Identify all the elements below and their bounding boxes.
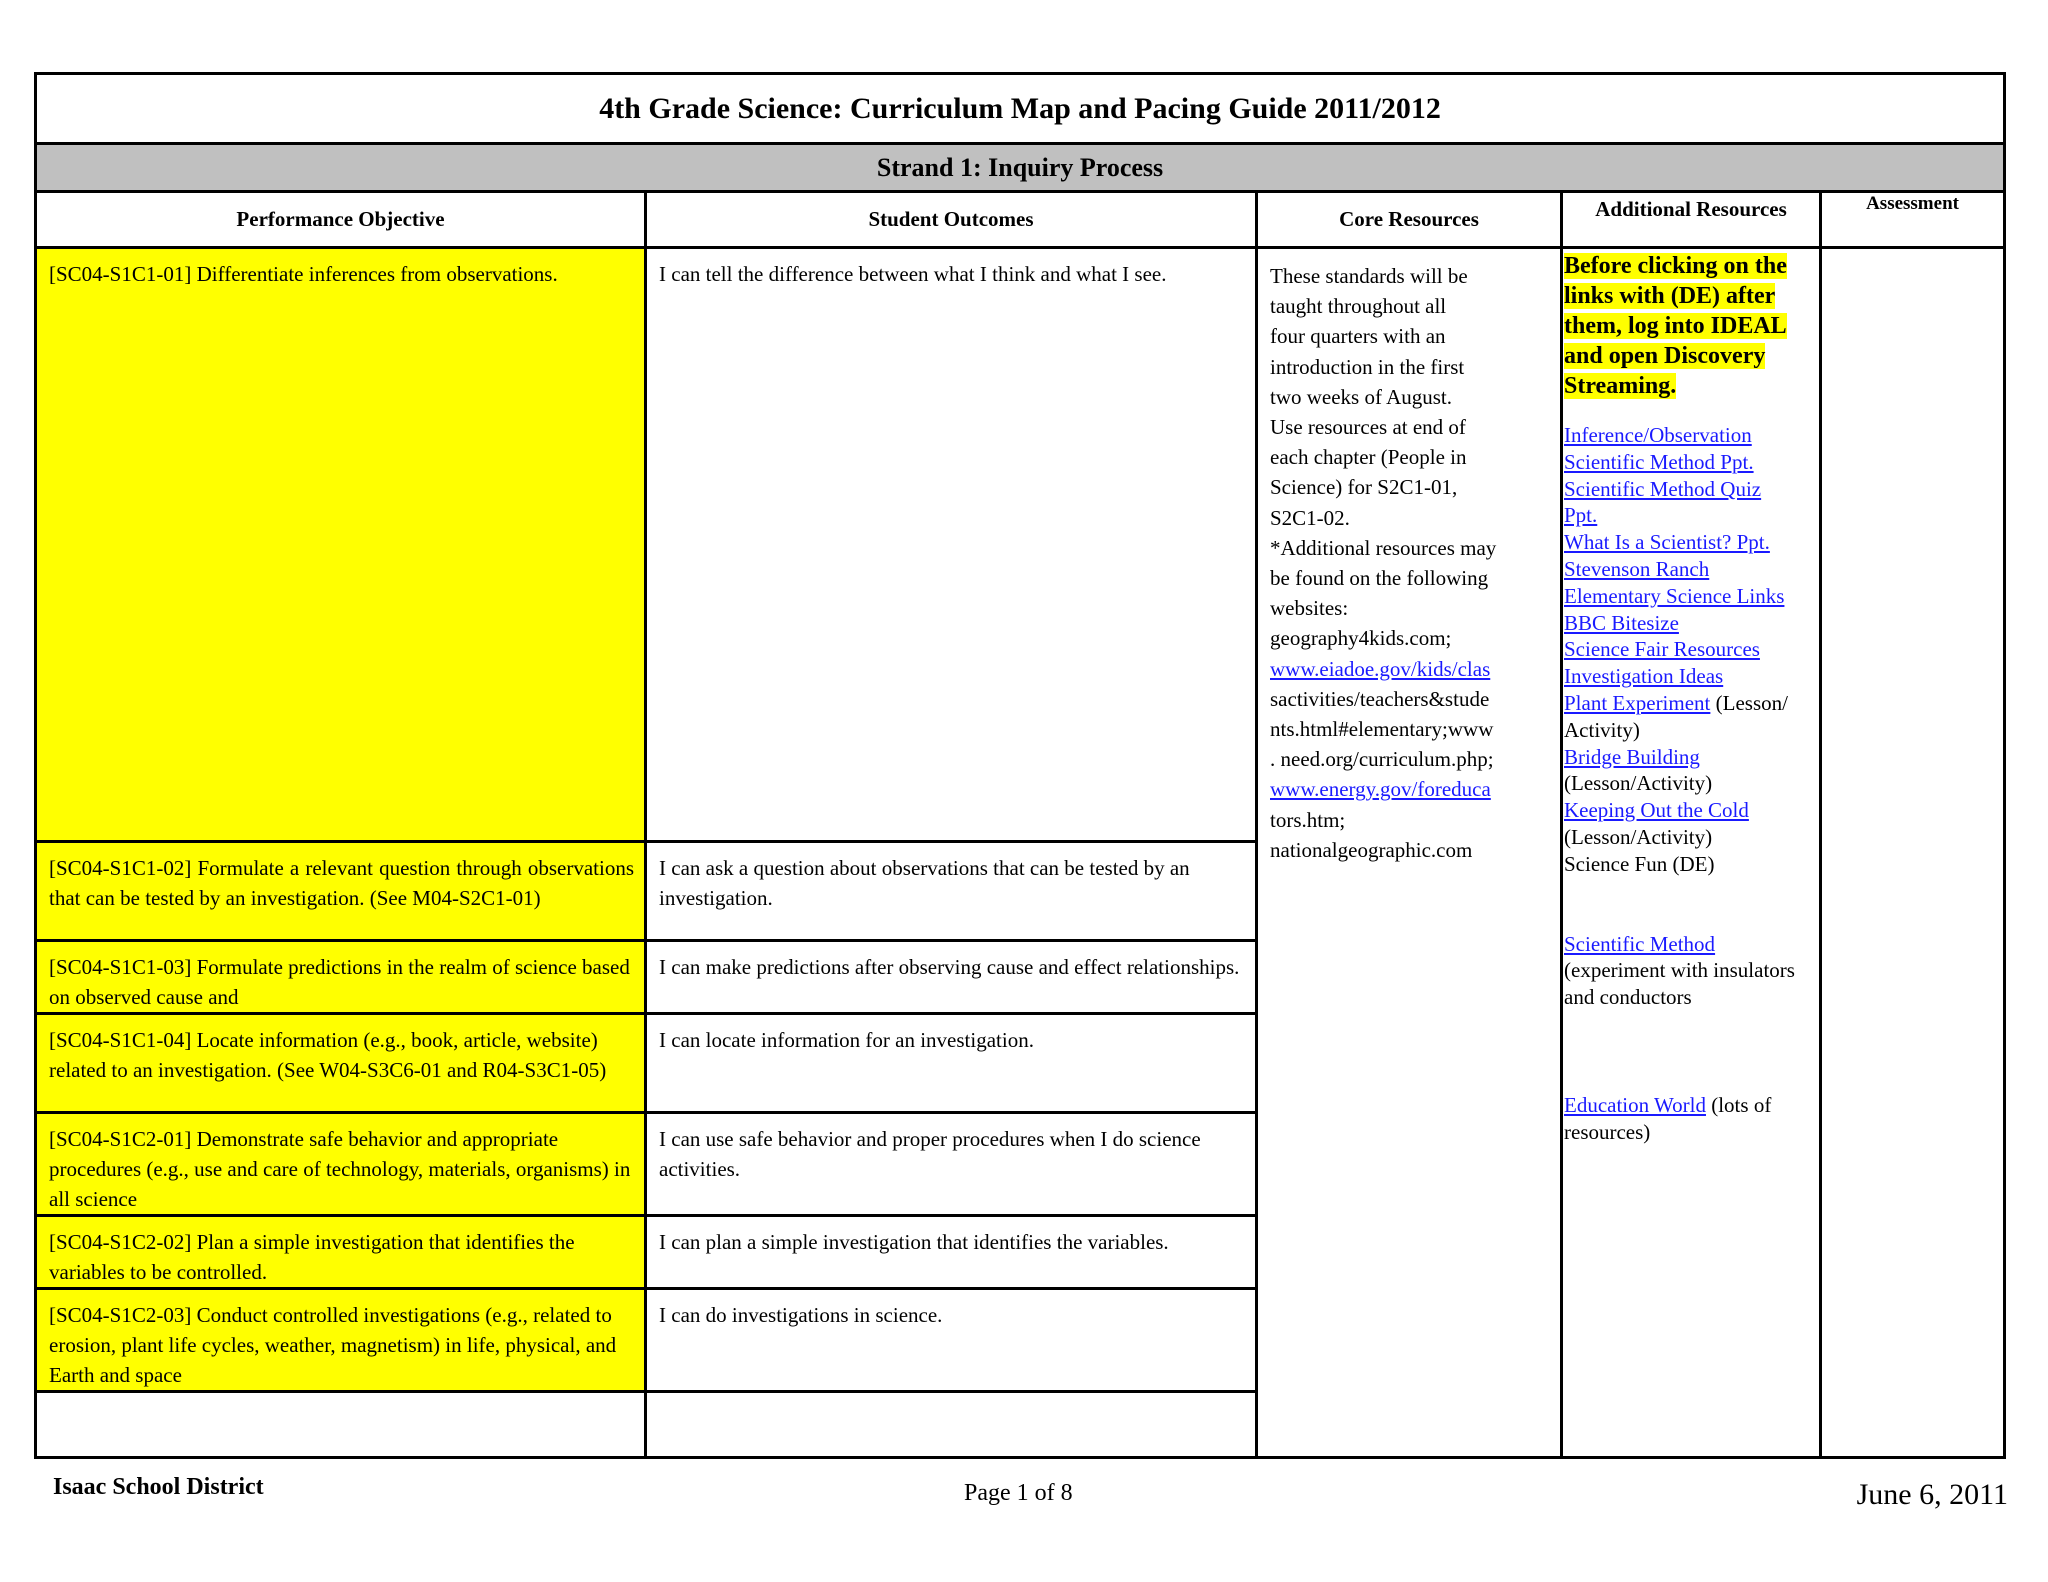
what-is-a-scientist-link[interactable]: What Is a Scientist? Ppt. (1564, 530, 1770, 555)
outcome-cell: I can locate information for an investigation. (646, 1014, 1257, 1113)
elementary-science-links-link[interactable]: Elementary Science Links (1564, 583, 1785, 608)
header-performance-objective: Performance Objective (36, 192, 646, 248)
scientific-method-link[interactable]: Scientific Method (1564, 931, 1716, 956)
inference-observation-link[interactable]: Inference/Observation (1564, 423, 1752, 447)
keeping-out-the-cold-type: (Lesson/Activity) (1564, 824, 1713, 849)
curriculum-table (34, 72, 2006, 1459)
education-world-cont: resources) (1564, 1119, 1651, 1144)
objective-cell: [SC04-S1C2-01] Demonstrate safe behavior and appropriate procedures (e.g., use and care of technology, materials, organisms) in all science (36, 1113, 646, 1216)
science-fair-resources-link[interactable]: Science Fair Resources (1564, 637, 1760, 662)
core-line: Science) for S2C1-01, (1270, 475, 1458, 500)
core-line: These standards will be (1270, 264, 1468, 288)
core-resources-text (1270, 261, 1552, 865)
additional-resources-cell (1562, 248, 1821, 1458)
assessment-cell (1821, 248, 2005, 1458)
core-line: introduction in the first (1270, 354, 1465, 379)
core-line: Use resources at end of (1270, 415, 1466, 440)
scientific-method-quiz-link-cont[interactable]: Ppt. (1564, 503, 1598, 528)
core-line: taught throughout all (1270, 294, 1447, 319)
investigation-ideas-link[interactable]: Investigation Ideas (1564, 664, 1724, 689)
scientific-method-desc: (experiment with insulators (1564, 958, 1795, 983)
objective-cell: [SC04-S1C2-02] Plan a simple investigation that identifies the variables to be controlled. (36, 1216, 646, 1289)
objective-cell: [SC04-S1C2-03] Conduct controlled investigations (e.g., related to erosion, plant life cycles, weather, magnetism) in life, physical, and Earth and space (36, 1289, 646, 1392)
keeping-out-the-cold-link[interactable]: Keeping Out the Cold (1564, 798, 1749, 823)
outcome-cell: I can do investigations in science. (646, 1289, 1257, 1392)
scientific-method-ppt-link[interactable]: Scientific Method Ppt. (1564, 449, 1754, 474)
plant-experiment-link[interactable]: Plant Experiment (1564, 690, 1711, 715)
core-line: each chapter (People in (1270, 445, 1467, 470)
core-line: four quarters with an (1270, 324, 1446, 349)
outcome-cell: I can make predictions after observing cause and effect relationships. (646, 941, 1257, 1014)
strand-heading: Strand 1: Inquiry Process (36, 144, 2005, 192)
outcome-cell: I can ask a question about observations that can be tested by an investigation. (646, 842, 1257, 941)
empty-outcome-cell (646, 1392, 1257, 1458)
objective-cell: [SC04-S1C1-02] Formulate a relevant question through observations that can be tested by an investigation. (See M04-S2C1-01) (36, 842, 646, 941)
bridge-building-type: (Lesson/Activity) (1564, 771, 1713, 796)
core-line: *Additional resources may (1270, 535, 1497, 560)
bbc-bitesize-link[interactable]: BBC Bitesize (1564, 610, 1679, 635)
page-number: Page 1 of 8 (964, 1480, 1073, 1506)
header-assessment: Assessment (1821, 192, 2005, 248)
scientific-method-desc: and conductors (1564, 985, 1692, 1010)
core-line: websites: (1270, 596, 1349, 621)
core-line: sactivities/teachers&stude (1270, 686, 1490, 711)
document-title: 4th Grade Science: Curriculum Map and Pacing Guide 2011/2012 (36, 74, 2005, 144)
plant-experiment-cont: Activity) (1564, 717, 1640, 742)
core-line: S2C1-02. (1270, 505, 1350, 530)
core-line: be found on the following (1270, 566, 1489, 591)
core-line: two weeks of August. (1270, 384, 1452, 409)
core-resources-cell (1257, 248, 1562, 1458)
bridge-building-link[interactable]: Bridge Building (1564, 744, 1700, 769)
header-core-resources: Core Resources (1257, 192, 1562, 248)
objective-cell: [SC04-S1C1-03] Formulate predictions in the realm of science based on observed cause and (36, 941, 646, 1014)
objective-cell: [SC04-S1C1-01] Differentiate inferences from observations. (36, 248, 646, 842)
science-fun-text: Science Fun (DE) (1564, 851, 1715, 876)
core-line: nts.html#elementary;www (1270, 717, 1494, 742)
header-additional-resources: Additional Resources (1562, 192, 1821, 248)
eiadoe-link[interactable]: www.eiadoe.gov/kids/clas (1270, 656, 1491, 681)
header-student-outcomes: Student Outcomes (646, 192, 1257, 248)
outcome-cell: I can use safe behavior and proper procedures when I do science activities. (646, 1113, 1257, 1216)
document-date: June 6, 2011 (1856, 1478, 2008, 1511)
core-line: geography4kids.com; (1270, 626, 1452, 651)
discovery-login-note: Before clicking on the links with (DE) after them, log into IDEAL and open Discovery Streaming. (1564, 253, 1787, 399)
empty-objective-cell (36, 1392, 646, 1458)
education-world-link[interactable]: Education World (1564, 1092, 1706, 1117)
core-line: tors.htm; (1270, 807, 1346, 832)
scientific-method-quiz-link[interactable]: Scientific Method Quiz (1564, 476, 1762, 501)
outcome-cell: I can tell the difference between what I think and what I see. (646, 248, 1257, 842)
core-line: . need.org/curriculum.php; (1270, 747, 1494, 772)
education-world-line: Education World (lots of (1564, 1092, 1772, 1117)
objective-cell: [SC04-S1C1-04] Locate information (e.g., book, article, website) related to an investigation. (See W04-S3C6-01 and R04-S3C1-05) (36, 1014, 646, 1113)
energy-gov-link[interactable]: www.energy.gov/foreduca (1270, 777, 1491, 802)
plant-experiment-line: Plant Experiment (Lesson/ (1564, 690, 1788, 715)
outcome-cell: I can plan a simple investigation that identifies the variables. (646, 1216, 1257, 1289)
district-name: Isaac School District (53, 1474, 264, 1500)
stevenson-ranch-link[interactable]: Stevenson Ranch (1564, 556, 1710, 581)
core-line: nationalgeographic.com (1270, 837, 1473, 862)
